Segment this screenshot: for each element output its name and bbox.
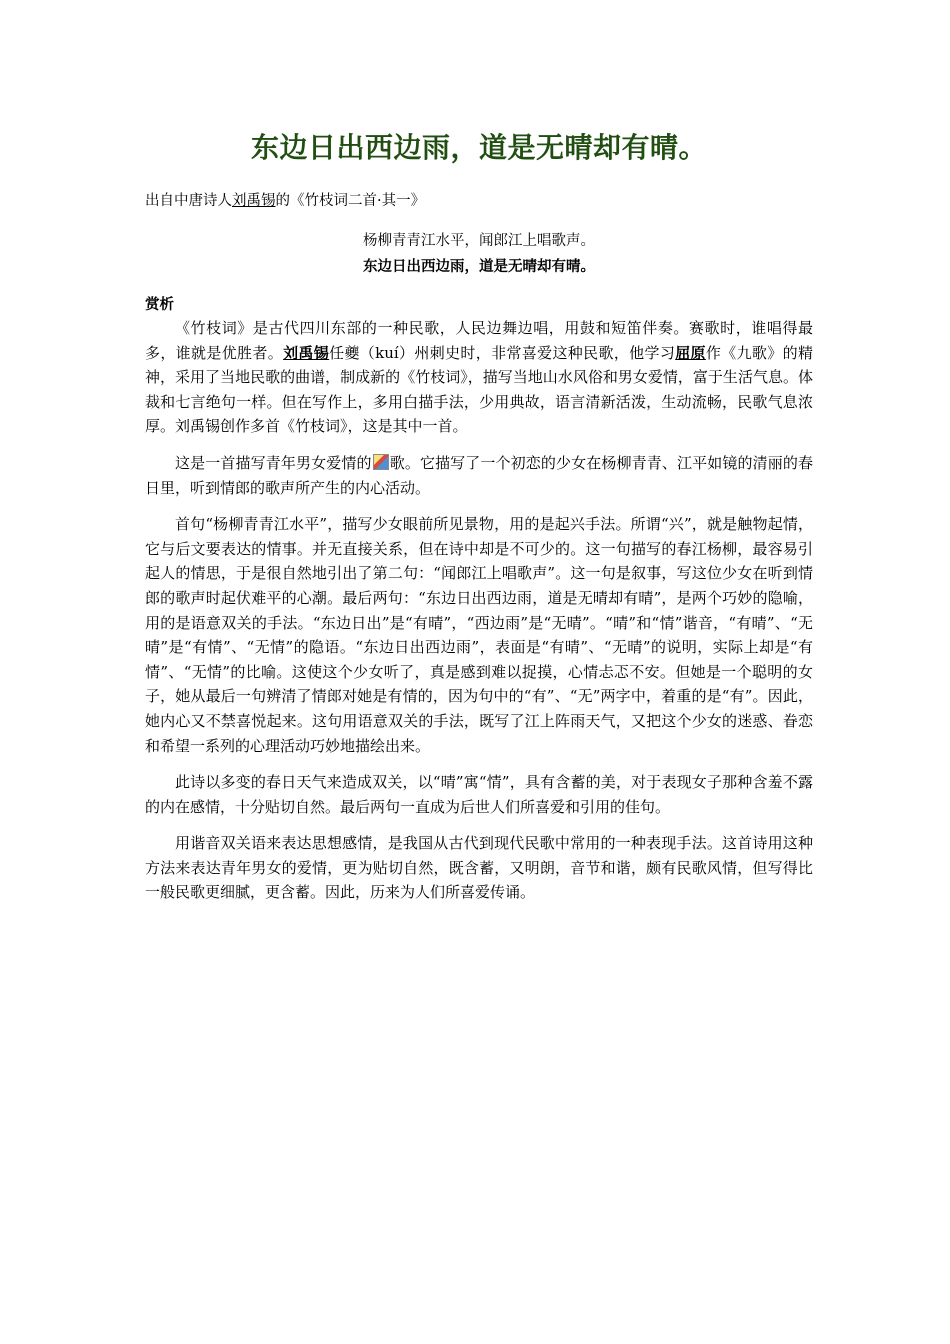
- paragraph-text: 歌。它描写了一个初恋的少女在杨柳青青、江平如镜的清丽的春日里，听到情郎的歌声所产生的内心活动。: [145, 453, 813, 497]
- source-prefix: 出自中唐诗人: [145, 193, 232, 209]
- author-link-liu-yuxi[interactable]: 刘禹锡: [283, 343, 330, 362]
- appreciation-paragraph-4: 此诗以多变的春日天气来造成双关，以“晴”寓“情”，具有含蓄的美，对于表现女子那种含羞不露的内在感情，十分贴切自然。最后两句一直成为后世人们所喜爱和引用的佳句。: [145, 773, 813, 816]
- appreciation-heading: 赏析: [145, 297, 174, 313]
- appreciation-paragraph-1: [145, 316, 813, 439]
- appreciation-paragraph-5: 用谐音双关语来表达思想感情，是我国从古代到现代民歌中常用的一种表现手法。这首诗用这种方法来表达青年男女的爱情，更为贴切自然，既含蓄，又明朗，音节和谐，颇有民歌风情，但写得比一般民歌更细腻，更含蓄。因此，历来为人们所喜爱传诵。: [145, 834, 813, 902]
- source-line: [145, 190, 813, 212]
- document-page: [145, 128, 813, 917]
- appreciation-paragraph-3: 首句“杨柳青青江水平”，描写少女眼前所见景物，用的是起兴手法。所谓“兴”，就是触物起情，它与后文要表达的情事。并无直接关系，但在诗中却是不可少的。这一句描写的春江杨柳，最容易引起人的情思，于是很自然地引出了第二句：“闻郎江上唱歌声”。这一句是叙事，写这位少女在听到情郎的歌声时起伏难平的心潮。最后两句：“东边日出西边雨，道是无晴却有晴”，是两个巧妙的隐喻，用的是语意双关的手法。“东边日出”是“有晴”，“西边雨”是“无晴”。“晴”和“情”谐音，“有晴”、“无晴”是“有情”、“无情”的隐语。“东边日出西边雨”，表面是“有晴”、“无晴”的说明，实际上却是“有情”、“无情”的比喻。这使这个少女听了，真是感到难以捉摸，心情忐忑不安。但她是一个聪明的女子，她从最后一句辨清了情郎对她是有情的，因为句中的“有”、“无”两字中，着重的是“有”。因此，她内心又不禁喜悦起来。这句用语意双关的手法，既写了江上阵雨天气，又把这个少女的迷惑、眷恋和希望一系列的心理活动巧妙地描绘出来。: [145, 515, 813, 755]
- poem-block: [145, 228, 813, 280]
- paragraph-text: 作《九歌》的精神，采用了当地民歌的曲谱，制成新的《竹枝词》，描写当地山水风俗和男女爱情，富于生活气息。体裁和七言绝句一样。但在写作上，多用白描手法，少用典故，语言清新活泼，生动流畅，民歌气息浓厚。刘禹锡创作多首《竹枝词》，这是其中一首。: [145, 343, 813, 436]
- poem-line-1: 杨柳青青江水平，闻郎江上唱歌声。: [363, 233, 595, 249]
- paragraph-text: 任夔（kuí）州刺史时，非常喜爱这种民歌，他学习: [329, 343, 676, 362]
- broken-image-icon: [373, 454, 389, 470]
- author-link[interactable]: 刘禹锡: [232, 193, 276, 209]
- appreciation-paragraph-2: [145, 451, 813, 500]
- page-title: 东边日出西边雨，道是无晴却有晴。: [250, 131, 707, 164]
- paragraph-text: 这是一首描写青年男女爱情的: [175, 453, 372, 472]
- source-suffix: 的《竹枝词二首·其一》: [275, 193, 426, 209]
- author-link-qu-yuan[interactable]: 屈原: [675, 343, 706, 362]
- poem-line-2: 东边日出西边雨，道是无晴却有晴。: [363, 259, 595, 275]
- paragraph-text: 《竹枝词》是古代四川东部的一种民歌，人民边舞边唱，用鼓和短笛伴奏。赛歌时，谁唱得最多，谁就是优胜者。: [145, 319, 813, 362]
